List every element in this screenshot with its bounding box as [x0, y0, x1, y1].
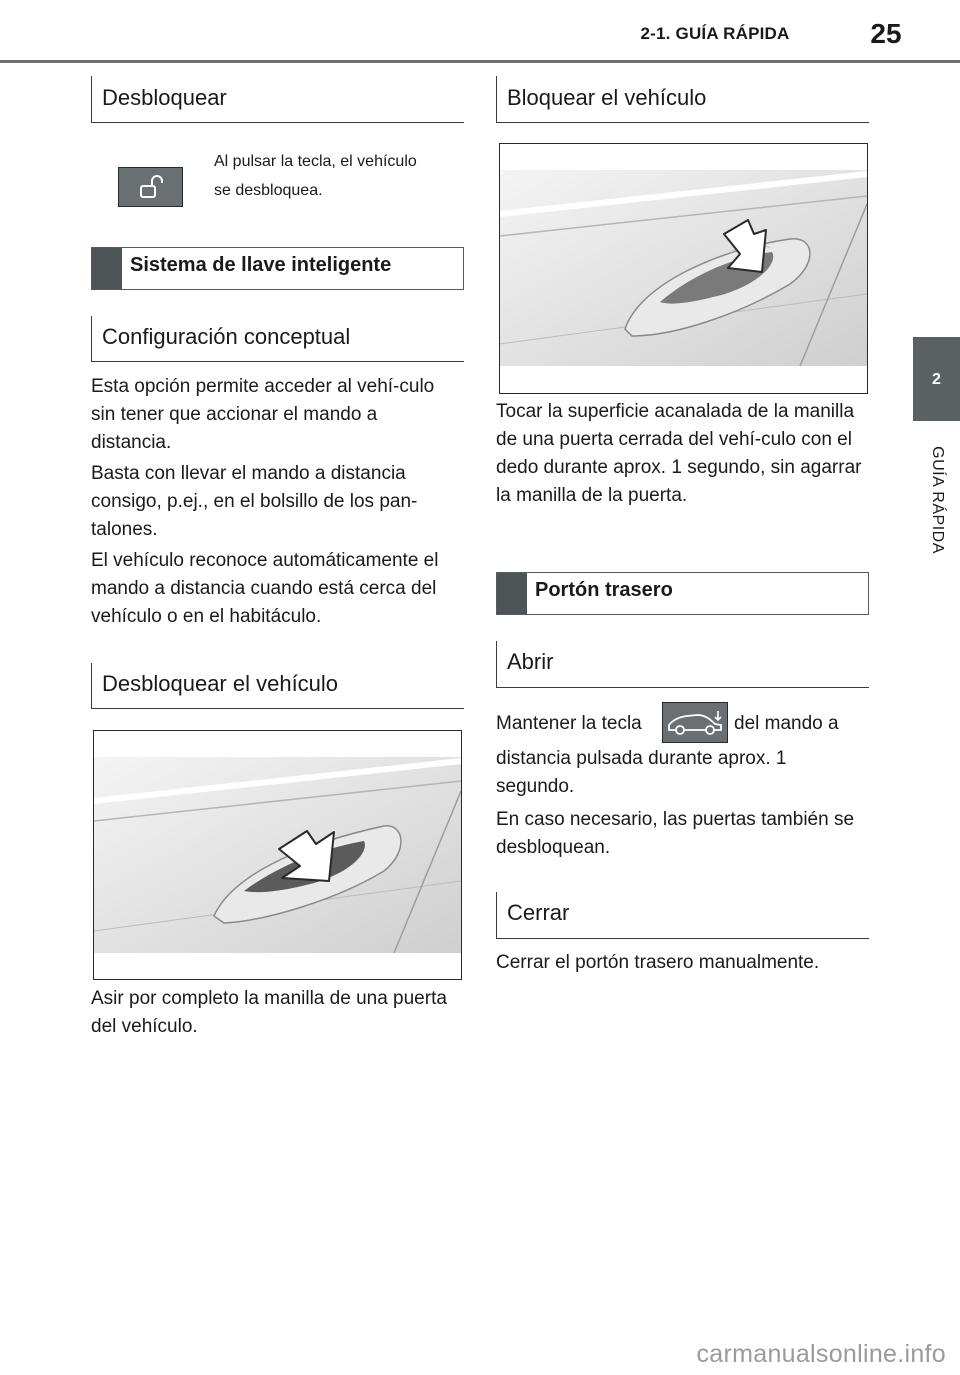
concept-paragraph-2: Basta con llevar el mando a distancia consigo, p.ej., en el bolsillo de los pan-talones. [91, 463, 418, 540]
header-rule [0, 60, 960, 63]
chapter-label: GUÍA RÁPIDA [929, 446, 946, 554]
section-bar [92, 248, 122, 289]
concept-heading-text: Configuración conceptual [102, 324, 351, 349]
unlock-text-line-2: se desbloquea. [214, 182, 323, 199]
open-text-after: del mando a [734, 713, 839, 734]
open-heading [496, 641, 869, 688]
unlock-heading [91, 76, 464, 123]
page-number: 25 [870, 18, 902, 49]
unlock-heading-text: Desbloquear [102, 85, 227, 110]
unlock-vehicle-heading-text: Desbloquear el vehículo [102, 671, 339, 696]
lock-vehicle-text: Tocar la superficie acanalada de la manilla de una puerta cerrada del vehí-culo con el dedo durante aprox. 1 segundo, sin agarrar la manilla de la puerta. [496, 401, 862, 506]
watermark: carmanualsonline.info [696, 1340, 946, 1368]
close-heading [496, 892, 869, 939]
car-tailgate-icon-glyph [663, 703, 727, 742]
open-text-rest: distancia pulsada durante aprox. 1 segundo. [496, 748, 787, 797]
open-heading-text: Abrir [507, 649, 554, 674]
car-tailgate-icon [662, 702, 728, 743]
unlock-vehicle-heading [91, 663, 464, 709]
chapter-number: 2 [932, 371, 941, 388]
lock-vehicle-heading [496, 76, 869, 123]
concept-paragraph-1: Esta opción permite acceder al vehí-culo sin tener que accionar el mando a distancia. [91, 376, 435, 453]
open-text-2: En caso necesario, las puertas también se desbloquean. [496, 809, 855, 858]
section-bar [497, 573, 527, 614]
smart-key-heading [91, 247, 464, 290]
unlock-icon [118, 167, 183, 207]
smart-key-heading-text: Sistema de llave inteligente [130, 254, 392, 276]
tailgate-heading [496, 572, 869, 615]
open-text-before: Mantener la tecla [496, 713, 642, 734]
tailgate-heading-text: Portón trasero [535, 579, 673, 601]
close-heading-text: Cerrar [507, 900, 570, 925]
section-title: 2-1. GUÍA RÁPIDA [640, 24, 790, 43]
door-handle-touch-illustration [499, 143, 868, 394]
close-text: Cerrar el portón trasero manualmente. [496, 952, 820, 973]
door-handle-touch-drawing [500, 144, 867, 393]
door-handle-grip-drawing [94, 731, 461, 979]
lock-vehicle-heading-text: Bloquear el vehículo [507, 85, 707, 110]
concept-heading [91, 316, 464, 362]
chapter-tab [913, 337, 960, 421]
concept-paragraph-3: El vehículo reconoce automáticamente el mando a distancia cuando está cerca del vehículo o en el habitáculo. [91, 550, 439, 627]
unlock-text-line-1: Al pulsar la tecla, el vehículo [214, 153, 417, 170]
door-handle-grip-illustration [93, 730, 462, 980]
unlock-icon-glyph [119, 168, 182, 206]
unlock-vehicle-text: Asir por completo la manilla de una puerta del vehículo. [91, 988, 447, 1037]
